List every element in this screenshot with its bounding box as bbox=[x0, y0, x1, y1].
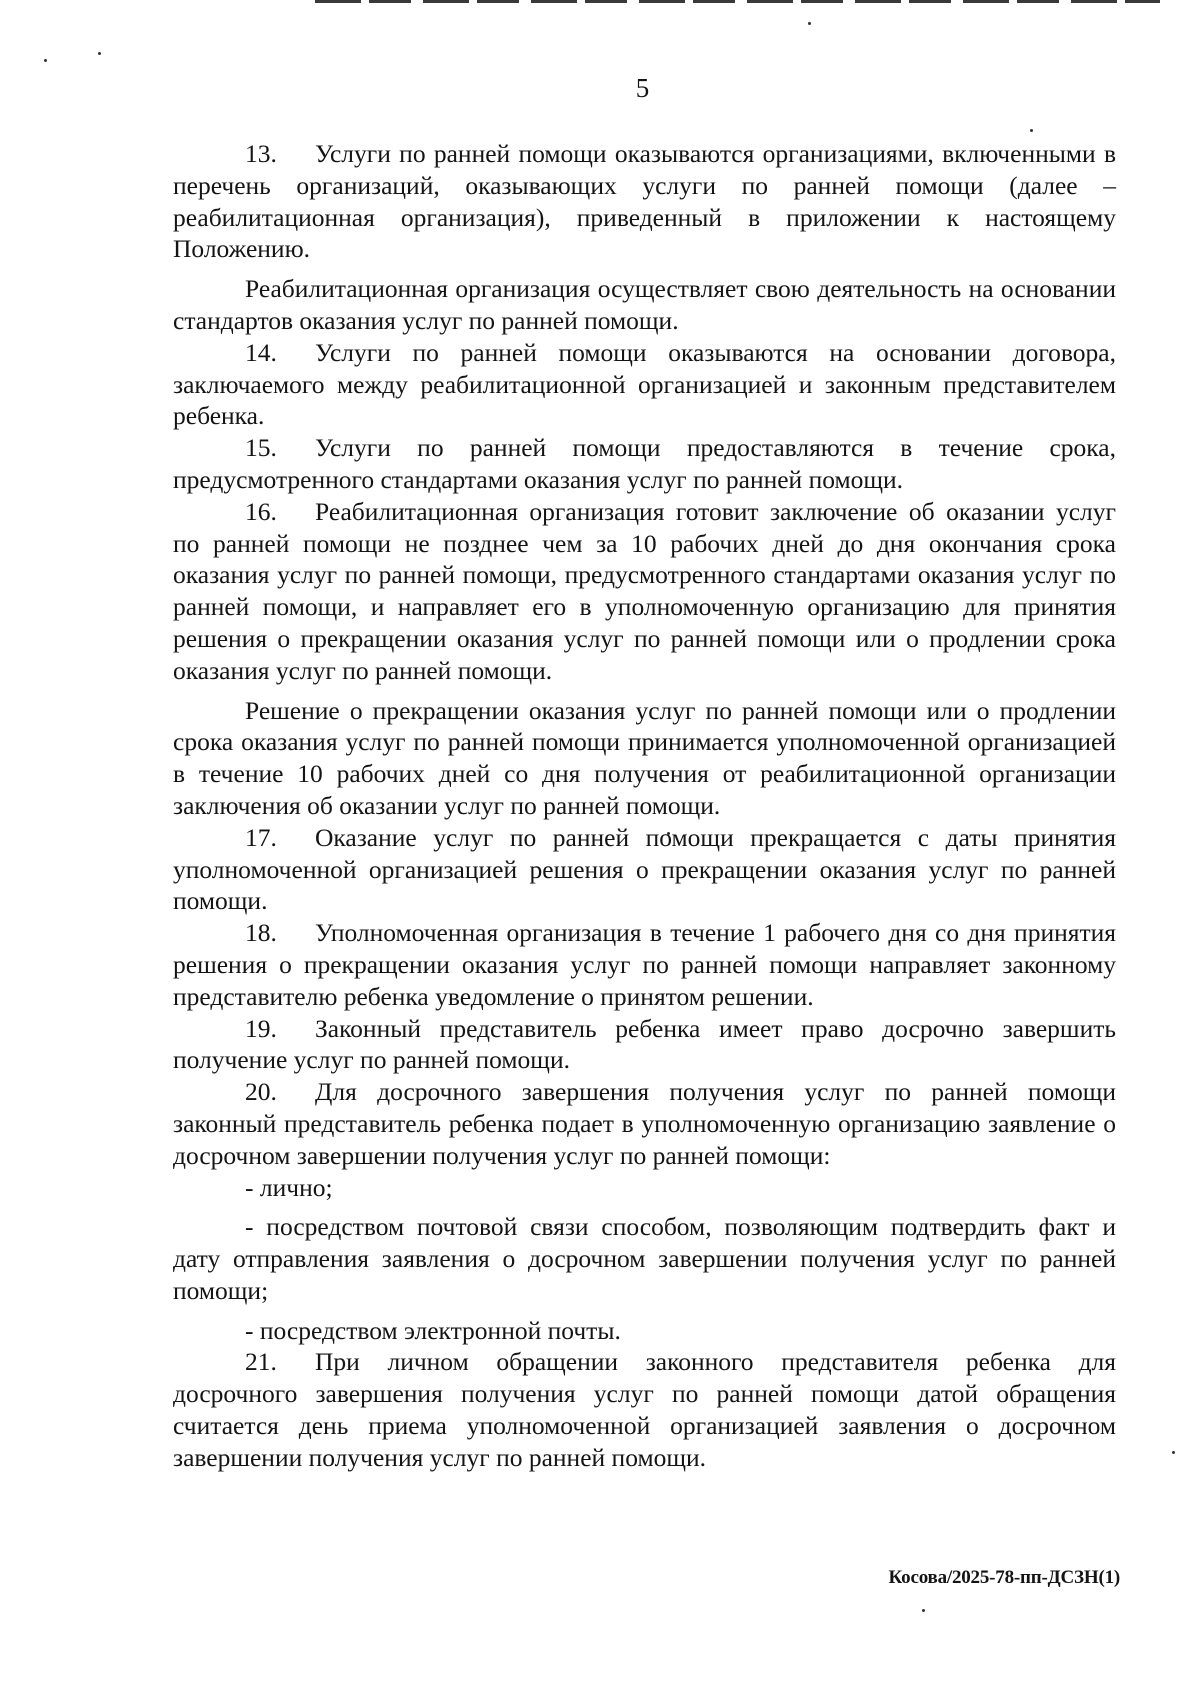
list-item-post bbox=[173, 1211, 1116, 1306]
paragraph-text: Оказание услуг по ранней помощи прекращается с даты принятия уполномоченной организацией решения о прекращении оказания услуг по ранней помощи. bbox=[173, 822, 1116, 916]
list-item-in-person bbox=[173, 1172, 1116, 1204]
paragraph-20 bbox=[173, 1076, 1116, 1171]
paragraph-text: - посредством почтовой связи способом, позволяющим подтвердить факт и дату отправления заявления о досрочном завершении получения услуг по ранней помощи; bbox=[173, 1212, 1116, 1305]
paragraph-15 bbox=[173, 432, 1116, 496]
paragraph-text: Решение о прекращении оказания услуг по ранней помощи или о продлении срока оказания услуг по ранней помощи принимается уполномоченной организацией в течение 10 рабочих дней со дня получения от реабилитационной организации заключения об оказании услуг по ранней помощи. bbox=[173, 695, 1116, 820]
clause-number: 16. bbox=[245, 496, 277, 526]
clause-number: 19. bbox=[245, 1013, 277, 1043]
page-number: 5 bbox=[635, 73, 650, 103]
paragraph-text: Уполномоченная организация в течение 1 рабочего дня со дня принятия решения о прекращении оказания услуг по ранней помощи направляет законному представителю ребенка уведомление о принятом решении. bbox=[173, 918, 1116, 1011]
paragraph-17 bbox=[173, 822, 1116, 917]
paragraph-text: Для досрочного завершения получения услуг по ранней помощи законный представитель ребенка подает в уполномоченную организацию заявление о досрочном завершении получения услуг по ранней помощи: bbox=[173, 1077, 1116, 1170]
list-item-email bbox=[173, 1315, 1116, 1347]
scan-speck bbox=[44, 59, 47, 62]
scan-speck bbox=[1030, 129, 1033, 132]
clause-number: 17. bbox=[245, 822, 277, 852]
document-body bbox=[173, 138, 1116, 1474]
paragraph-16-cont bbox=[173, 695, 1116, 822]
paragraph-14 bbox=[173, 337, 1116, 432]
paragraph-13 bbox=[173, 138, 1116, 265]
scan-speck bbox=[808, 22, 811, 25]
paragraph-text: При личном обращении законного представителя ребенка для досрочного завершения получения услуг по ранней помощи датой обращения считается день приема уполномоченной организацией заявления о досрочном завершении получения услуг по ранней помощи. bbox=[173, 1347, 1116, 1472]
clause-number: 14. bbox=[245, 337, 277, 367]
paragraph-21 bbox=[173, 1346, 1116, 1473]
paragraph-text: Услуги по ранней помощи предоставляются в течение срока, предусмотренного стандартами оказания услуг по ранней помощи. bbox=[173, 433, 1116, 494]
paragraph-19 bbox=[173, 1013, 1116, 1077]
document-code: Косова/2025-78-пп-ДСЗН(1) bbox=[888, 1567, 1120, 1588]
clause-number: 18. bbox=[245, 918, 277, 948]
paragraph-text: Реабилитационная организация осуществляет свою деятельность на основании стандартов оказания услуг по ранней помощи. bbox=[173, 274, 1116, 335]
paragraph-text: - посредством электронной почты. bbox=[245, 1315, 621, 1345]
clause-number: 21. bbox=[245, 1347, 277, 1377]
paragraph-13-cont bbox=[173, 273, 1116, 337]
paragraph-18 bbox=[173, 917, 1116, 1012]
scan-speck bbox=[1172, 1451, 1175, 1454]
clause-number: 15. bbox=[245, 433, 277, 463]
scan-speck bbox=[922, 1609, 925, 1612]
paragraph-text: Законный представитель ребенка имеет право досрочно завершить получение услуг по ранней помощи. bbox=[173, 1013, 1116, 1075]
paragraph-text: Услуги по ранней помощи оказываются на основании договора, заключаемого между реабилитационной организацией и законным представителем ребенка. bbox=[173, 337, 1116, 431]
paragraph-text: Реабилитационная организация готовит заключение об оказании услуг по ранней помощи не позднее чем за 10 рабочих дней до дня окончания срока оказания услуг по ранней помощи, предусмотренного стандартами оказания услуг по ранней помощи, и направляет его в уполномоченную организацию для принятия решения о прекращении оказания услуг по ранней помощи или о продлении срока оказания услуг по ранней помощи. bbox=[173, 496, 1116, 685]
paragraph-16 bbox=[173, 496, 1116, 687]
paragraph-text: - лично; bbox=[245, 1172, 333, 1202]
clause-number: 20. bbox=[245, 1077, 277, 1107]
paragraph-text: Услуги по ранней помощи оказываются организациями, включенными в перечень организаций, оказывающих услуги по ранней помощи (далее – реабилитационная организация), приведенный в приложении к настоящему Положению. bbox=[173, 139, 1116, 264]
clause-number: 13. bbox=[245, 139, 277, 168]
scan-top-edge bbox=[315, 0, 1160, 3]
scan-speck bbox=[98, 52, 101, 55]
